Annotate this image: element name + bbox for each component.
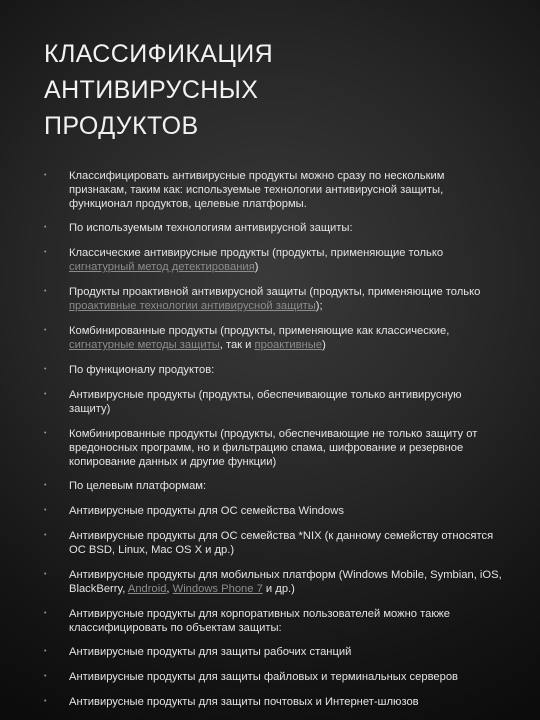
slide-title bbox=[44, 36, 504, 144]
bullet-item bbox=[44, 285, 504, 313]
bullet-text: Антивирусные продукты для мобильных платформ (Windows Mobile, Symbian, iOS, BlackBerry, bbox=[69, 569, 502, 595]
bullet-text: ) bbox=[254, 261, 259, 273]
bullet-marker: • bbox=[44, 507, 47, 514]
title-line: ПРОДУКТОВ bbox=[44, 112, 199, 140]
bullet-text: Антивирусные продукты для корпоративных пользователей можно также классифицировать по объектам защиты: bbox=[69, 608, 450, 634]
bullet-item bbox=[44, 221, 504, 235]
bullet-marker: • bbox=[44, 571, 47, 578]
bullet-text: Антивирусные продукты для ОС семейства *NIX (к данному семейству относятся ОС BSD, Linux, Mac OS X и др.) bbox=[69, 530, 494, 556]
bullet-item bbox=[44, 504, 504, 518]
bullet-text: Комбинированные продукты (продукты, применяющие как классические, bbox=[69, 325, 450, 337]
bullet-text: Антивирусные продукты (продукты, обеспечивающие только антивирусную защиту) bbox=[69, 389, 462, 415]
bullet-text: и др.) bbox=[262, 583, 295, 595]
inline-link[interactable]: сигнатурный метод детектирования bbox=[69, 261, 255, 273]
bullet-text: Классифицировать антивирусные продукты можно сразу по нескольким признакам, таким как: используемые технологии антивирусной защиты, функционал продуктов, целевые платформы. bbox=[69, 170, 445, 210]
bullet-marker: • bbox=[44, 391, 47, 398]
bullet-marker: • bbox=[44, 698, 47, 705]
bullet-marker: • bbox=[44, 610, 47, 617]
bullet-marker: • bbox=[44, 327, 47, 334]
bullet-marker: • bbox=[44, 482, 47, 489]
bullet-text: Антивирусные продукты для защиты файловых и терминальных серверов bbox=[69, 671, 459, 683]
bullet-item bbox=[44, 645, 504, 659]
bullet-marker: • bbox=[44, 224, 47, 231]
bullet-item bbox=[44, 529, 504, 557]
bullet-text: Комбинированные продукты (продукты, обеспечивающие не только защиту от вредоносных программ, но и фильтрацию спама, шифрование и резервное копирование данных и другие функции) bbox=[69, 428, 478, 468]
bullet-marker: • bbox=[44, 288, 47, 295]
bullet-item bbox=[44, 607, 504, 635]
bullet-item bbox=[44, 479, 504, 493]
bullet-item bbox=[44, 427, 504, 469]
bullet-item bbox=[44, 388, 504, 416]
title-line: КЛАССИФИКАЦИЯ bbox=[44, 40, 274, 68]
bullet-marker: • bbox=[44, 430, 47, 437]
bullet-text: По используемым технологиям антивирусной защиты: bbox=[69, 222, 353, 234]
inline-link[interactable]: проактивные bbox=[254, 339, 323, 351]
bullet-marker: • bbox=[44, 366, 47, 373]
inline-link[interactable]: Android bbox=[127, 583, 167, 595]
bullet-text: По функционалу продуктов: bbox=[69, 364, 215, 376]
bullet-item bbox=[44, 568, 504, 596]
bullet-list bbox=[44, 169, 504, 709]
bullet-marker: • bbox=[44, 673, 47, 680]
bullet-text: , bbox=[166, 583, 173, 595]
bullet-text: Антивирусные продукты для защиты рабочих станций bbox=[69, 646, 352, 658]
bullet-marker: • bbox=[44, 532, 47, 539]
bullet-text: , так и bbox=[219, 339, 255, 351]
bullet-item bbox=[44, 670, 504, 684]
bullet-item bbox=[44, 169, 504, 211]
inline-link[interactable]: Windows Phone 7 bbox=[172, 583, 263, 595]
bullet-text: Продукты проактивной антивирусной защиты (продукты, применяющие только bbox=[69, 286, 481, 298]
bullet-text: Антивирусные продукты для защиты почтовых и Интернет-шлюзов bbox=[69, 696, 419, 708]
inline-link[interactable]: проактивные технологии антивирусной защиты bbox=[69, 300, 316, 312]
bullet-marker: • bbox=[44, 172, 47, 179]
bullet-text: Классические антивирусные продукты (продукты, применяющие только bbox=[69, 247, 444, 259]
bullet-text: ) bbox=[322, 339, 326, 351]
title-line: АНТИВИРУСНЫХ bbox=[44, 76, 259, 104]
bullet-text: ); bbox=[315, 300, 323, 312]
bullet-item bbox=[44, 246, 504, 274]
bullet-item bbox=[44, 324, 504, 352]
bullet-text: Антивирусные продукты для ОС семейства Windows bbox=[69, 505, 344, 517]
bullet-marker: • bbox=[44, 648, 47, 655]
inline-link[interactable]: сигнатурные методы защиты bbox=[69, 339, 220, 351]
bullet-marker: • bbox=[44, 249, 47, 256]
bullet-item bbox=[44, 363, 504, 377]
bullet-text: По целевым платформам: bbox=[69, 480, 207, 492]
bullet-item bbox=[44, 695, 504, 709]
